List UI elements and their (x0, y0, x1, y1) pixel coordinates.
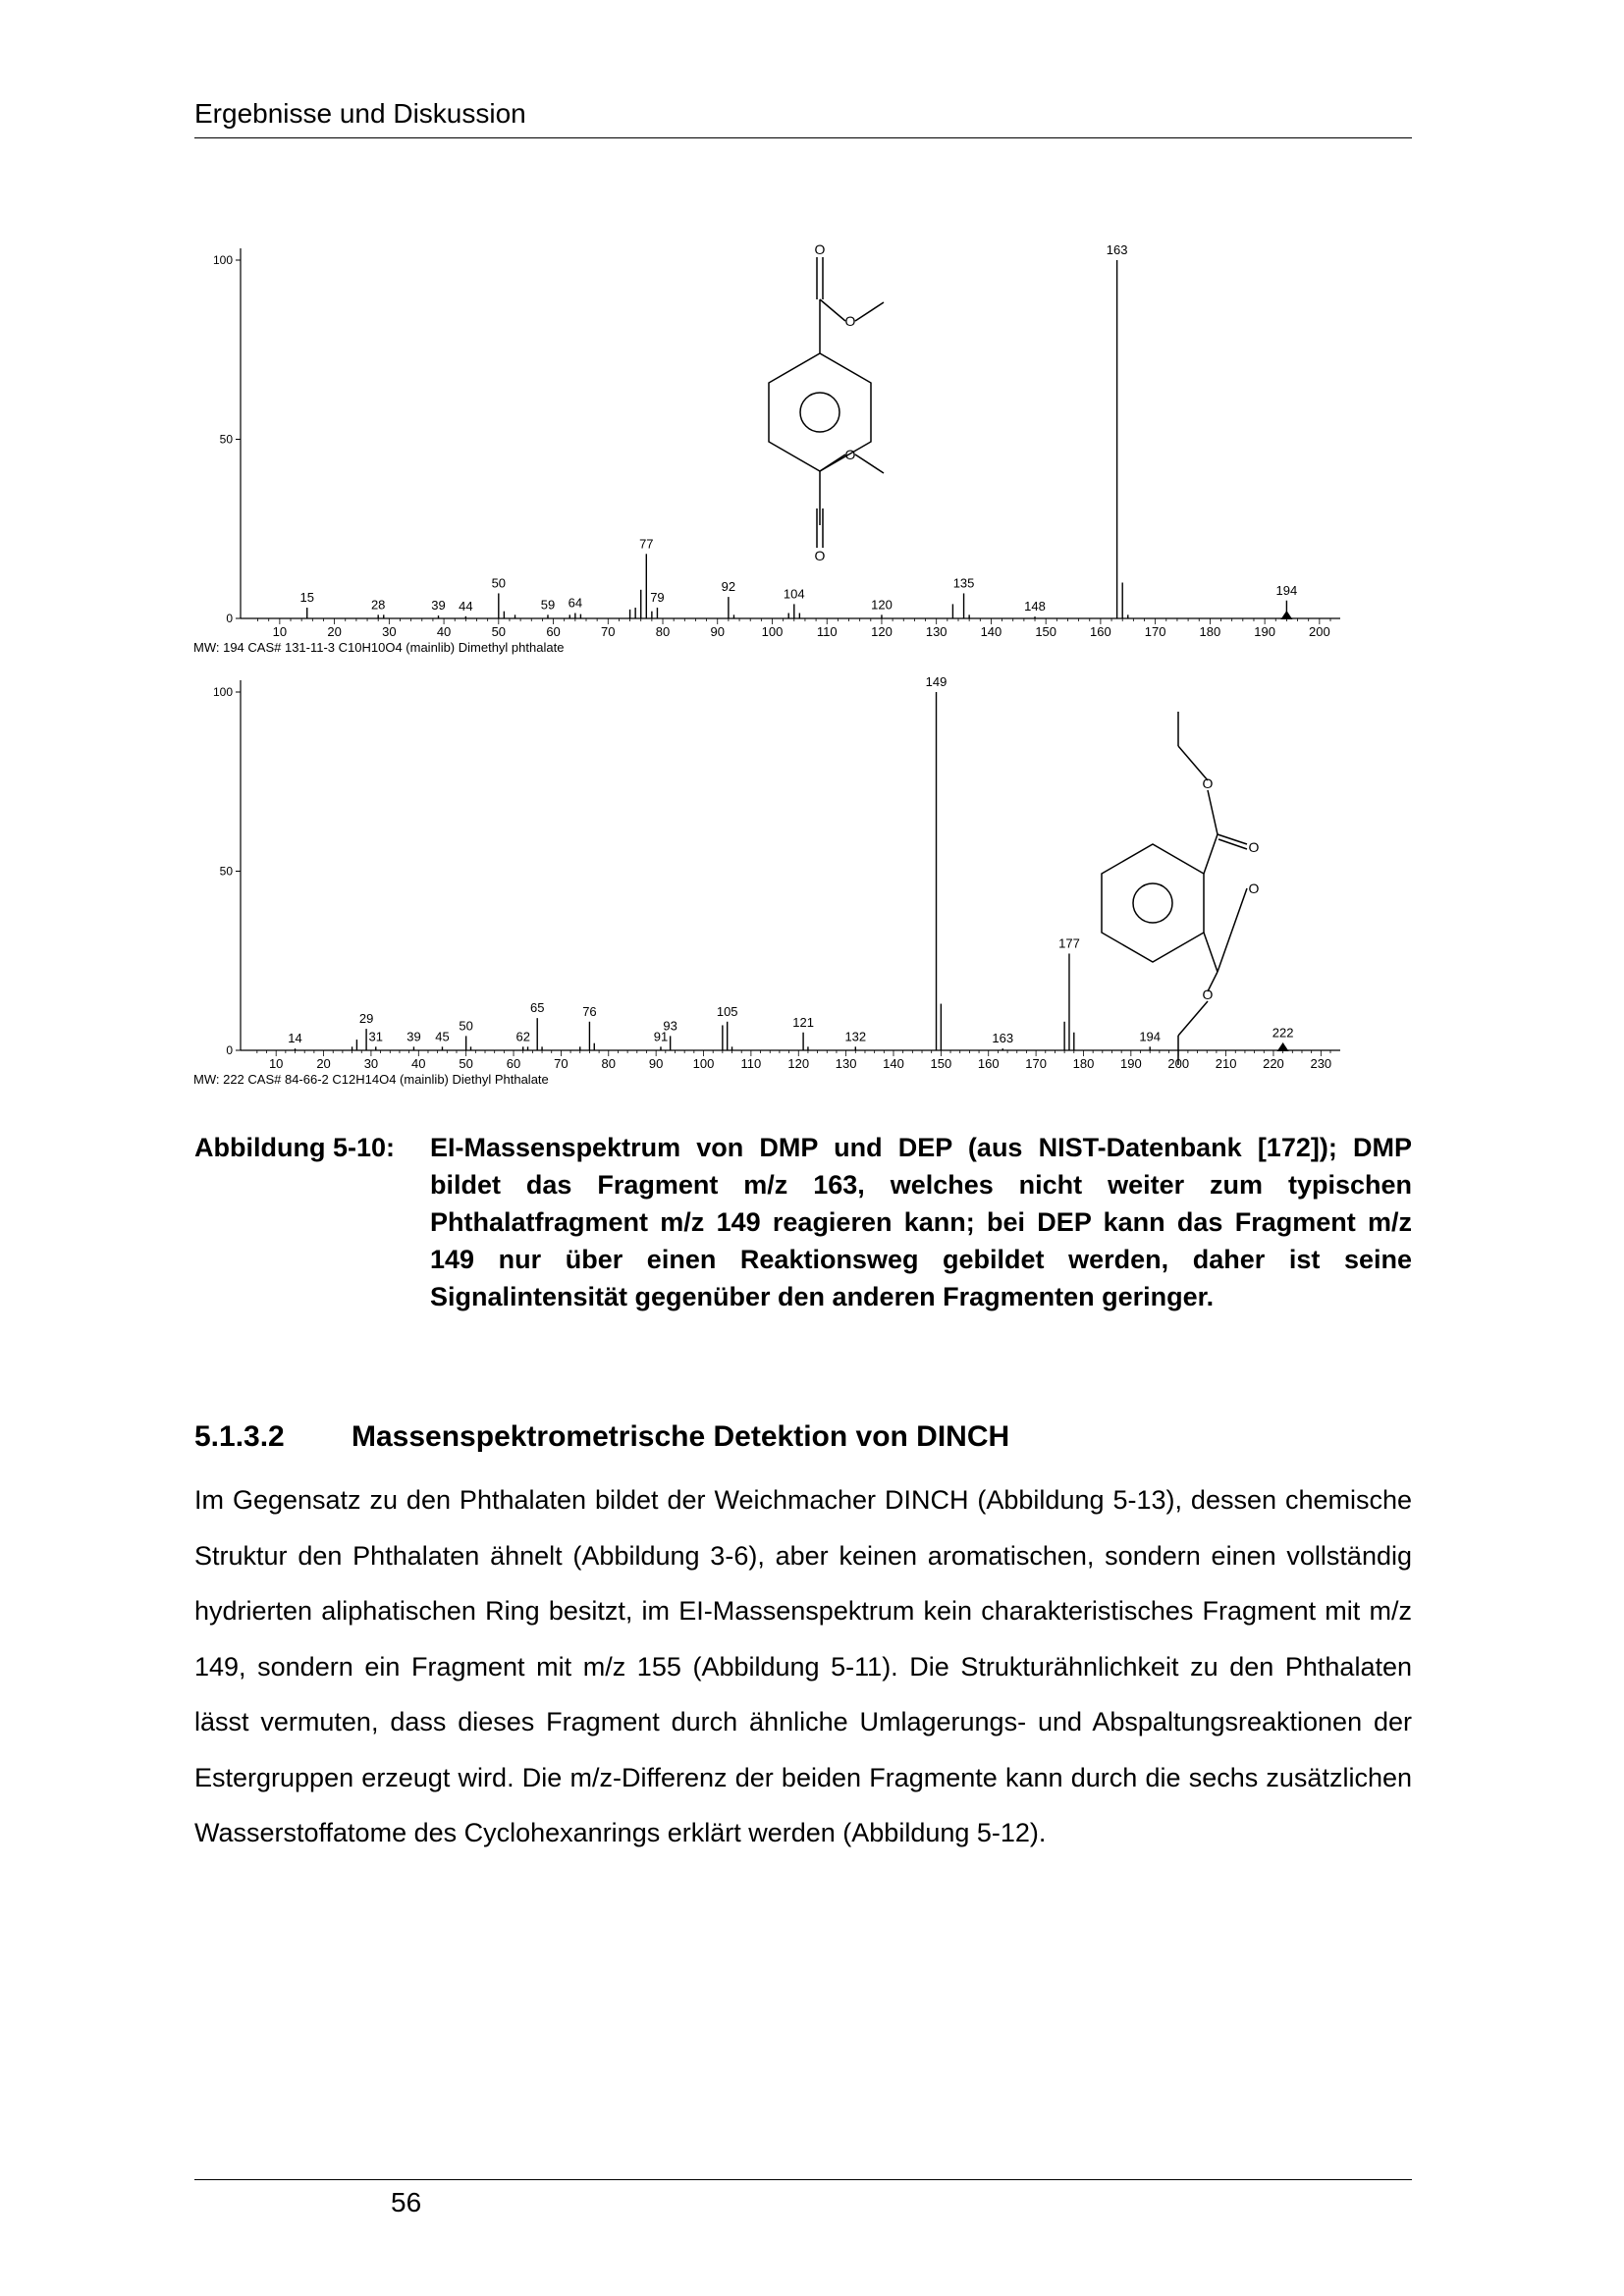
y-tick-label: 0 (226, 612, 233, 625)
peak-label: 163 (1106, 242, 1128, 257)
x-tick-label: 70 (601, 624, 616, 639)
x-tick-label: 140 (980, 624, 1002, 639)
peak-label: 91 (653, 1029, 669, 1044)
running-header: Ergebnisse und Diskussion (194, 98, 526, 129)
svg-text:O: O (844, 447, 856, 462)
svg-text:O: O (814, 548, 826, 563)
peak-label: 104 (783, 586, 805, 602)
svg-text:O: O (1248, 839, 1260, 855)
peak-label: 121 (792, 1014, 814, 1030)
page-number: 56 (391, 2187, 422, 2217)
peak-label: 39 (431, 598, 446, 614)
x-tick-label: 110 (816, 624, 838, 639)
peak-label: 29 (358, 1011, 374, 1027)
peak-label: 44 (459, 598, 473, 614)
peak-label: 92 (721, 579, 736, 595)
peak-label: 148 (1024, 599, 1046, 614)
dep-structure (1102, 712, 1247, 1065)
x-tick-label: 110 (740, 1056, 762, 1071)
peak-label: 50 (491, 575, 507, 591)
spectrum-title: MW: 194 CAS# 131-11-3 C10H10O4 (mainlib) Dimethyl phthalate (193, 640, 565, 655)
peak-label: 15 (299, 590, 314, 606)
peak-label: 135 (952, 575, 975, 591)
x-tick-label: 150 (930, 1056, 952, 1071)
x-tick-label: 40 (436, 624, 452, 639)
peak-label: 64 (568, 595, 583, 611)
x-tick-label: 190 (1254, 624, 1275, 639)
x-tick-label: 60 (506, 1056, 521, 1071)
x-tick-label: 200 (1167, 1056, 1190, 1071)
header-rule (194, 137, 1412, 138)
peak-label: 194 (1139, 1029, 1162, 1044)
peak-label: 62 (515, 1029, 530, 1044)
peak-label: 50 (459, 1018, 473, 1034)
molecular-ion-marker (1280, 611, 1292, 619)
x-tick-label: 130 (925, 624, 947, 639)
x-tick-label: 30 (382, 624, 397, 639)
peak-label: 65 (529, 1000, 545, 1016)
caption-text: EI-Massenspektrum von DMP und DEP (aus NIST-Datenbank [172]); DMP bildet das Fragment m/z 163, welches nicht weiter zum typischen Phthalatfragment m/z 149 reagieren kann; bei DEP kann das Fragment m/z 149 nur über einen Reaktionsweg gebildet werden, daher ist seine Signalintensität gegenüber den anderen Fragmenten geringer. (430, 1133, 1412, 1311)
y-tick-label: 0 (226, 1043, 233, 1057)
x-tick-label: 150 (1035, 624, 1057, 639)
dep-spectrum (193, 674, 1340, 1087)
x-tick-label: 70 (554, 1056, 568, 1071)
dmp-structure (769, 257, 884, 548)
svg-text:O: O (1248, 881, 1260, 896)
x-tick-label: 160 (1090, 624, 1111, 639)
x-tick-label: 120 (871, 624, 893, 639)
peak-label: 39 (406, 1029, 421, 1044)
x-tick-label: 230 (1310, 1056, 1332, 1071)
x-tick-label: 210 (1215, 1056, 1237, 1071)
peak-label: 132 (844, 1029, 867, 1044)
x-tick-label: 170 (1144, 624, 1166, 639)
x-tick-label: 130 (835, 1056, 857, 1071)
x-tick-label: 80 (601, 1056, 617, 1071)
x-tick-label: 90 (710, 624, 725, 639)
peak-label: 79 (650, 590, 665, 606)
section-title: Massenspektrometrische Detektion von DINCH (352, 1420, 1010, 1453)
x-tick-label: 50 (491, 624, 507, 639)
peak-label: 76 (582, 1003, 597, 1019)
dmp-spectrum (193, 242, 1340, 655)
section-number: 5.1.3.2 (194, 1420, 285, 1453)
y-tick-label: 100 (212, 253, 233, 267)
peak-label: 93 (663, 1018, 677, 1034)
x-tick-label: 170 (1025, 1056, 1047, 1071)
caption-label: Abbildung 5-10: (194, 1133, 395, 1162)
y-tick-label: 50 (219, 432, 233, 447)
peak-label: 194 (1275, 582, 1298, 598)
body-paragraph: Im Gegensatz zu den Phthalaten bildet der Weichmacher DINCH (Abbildung 5-13), dessen chemische Struktur den Phthalaten ähnelt (Abbildung 3-6), aber keinen aromatischen, sondern einen vollständig hydrierten aliphatischen Ring besitzt, im EI-Massenspektrum kein charakteristisches Fragment mit m/z 149, sondern ein Fragment mit m/z 155 (Abbildung 5-11). Die Strukturähnlichkeit zu den Phthalaten lässt vermuten, dass dieses Fragment durch ähnliche Umlagerungs- und Abspaltungsreaktionen der Estergruppen erzeugt wird. Die m/z-Differenz der beiden Fragmente kann durch die sechs zusätzlichen Wasserstoffatome des Cyclohexanrings erklärt werden (Abbildung 5-12). (194, 1485, 1412, 1847)
peak-label: 222 (1272, 1025, 1294, 1041)
svg-text:O: O (814, 241, 826, 257)
x-tick-label: 20 (327, 624, 342, 639)
x-tick-label: 160 (977, 1056, 1000, 1071)
x-tick-label: 180 (1072, 1056, 1095, 1071)
peak-label: 77 (639, 536, 654, 552)
x-tick-label: 120 (787, 1056, 810, 1071)
molecular-ion-marker (1277, 1042, 1289, 1051)
mass-spectra-figure (187, 231, 1345, 1095)
x-tick-label: 180 (1199, 624, 1221, 639)
x-tick-label: 60 (546, 624, 561, 639)
x-tick-label: 30 (363, 1056, 379, 1071)
peak-label: 163 (992, 1031, 1014, 1046)
x-tick-label: 10 (268, 1056, 284, 1071)
x-tick-label: 220 (1263, 1056, 1284, 1071)
x-tick-label: 90 (648, 1056, 664, 1071)
x-tick-label: 100 (761, 624, 784, 639)
y-tick-label: 50 (219, 864, 233, 879)
peak-label: 120 (871, 597, 893, 613)
peak-label: 31 (368, 1029, 383, 1044)
spectrum-title: MW: 222 CAS# 84-66-2 C12H14O4 (mainlib) Diethyl Phthalate (193, 1072, 549, 1087)
x-tick-label: 140 (883, 1056, 904, 1071)
peak-label: 177 (1058, 935, 1080, 951)
x-tick-label: 80 (655, 624, 671, 639)
x-tick-label: 100 (692, 1056, 715, 1071)
svg-text:O: O (844, 313, 856, 329)
x-tick-label: 200 (1309, 624, 1330, 639)
dep-oxygen-labels (1203, 775, 1260, 1002)
peak-label: 149 (925, 674, 947, 689)
peak-label: 59 (540, 597, 556, 613)
dmp-oxygen-labels (815, 241, 856, 563)
x-tick-label: 40 (411, 1056, 426, 1071)
x-tick-label: 50 (459, 1056, 473, 1071)
section-heading (194, 1420, 1009, 1454)
y-tick-label: 100 (212, 685, 233, 699)
peak-label: 14 (288, 1031, 302, 1046)
footer-rule (194, 2179, 1412, 2180)
x-tick-label: 190 (1119, 1056, 1142, 1071)
x-tick-label: 20 (316, 1056, 331, 1071)
svg-text:O: O (1202, 775, 1214, 791)
peak-label: 105 (716, 1003, 738, 1019)
peak-label: 45 (435, 1029, 450, 1044)
x-tick-label: 10 (272, 624, 288, 639)
svg-text:O: O (1202, 987, 1214, 1002)
peak-label: 28 (370, 597, 386, 613)
